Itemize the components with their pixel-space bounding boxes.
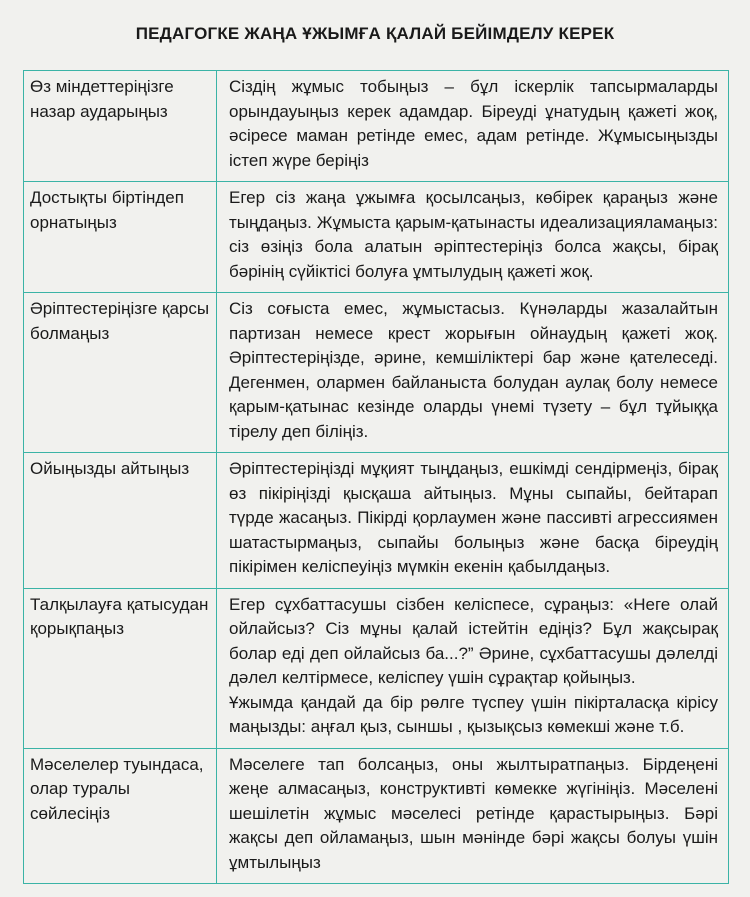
row-label: Әріптестеріңізге қарсы болмаңыз: [30, 299, 210, 343]
row-text: Егер сіз жаңа ұжымға қосылсаңыз, көбірек қараңыз және тыңдаңыз. Жұмыста қарым-қатынасты идеализацияламаңыз: сіз өзіңіз бола алатын әріптестеріңіз болса жақсы, бірақ бәрінің сүйіктісі болуға ұмтылудың қажеті жоқ.: [229, 188, 718, 281]
row-text: Әріптестеріңізді мұқият тыңдаңыз, ешкімді сендірмеңіз, бірақ өз пікіріңізді қысқаша айтыңыз. Мұны сыпайы, бейтарап түрде жасаңыз. Пікірді қорлаумен және пассивті агрессиямен шатастырмаңыз, сыпайы болыңыз және басқа біреудің пікірімен келіспеуіңіз мүмкін екенін қабылдаңыз.: [229, 459, 718, 576]
row-text: Ұжымда қандай да бір рөлге түспеу үшін пікірталасқа кірісу маңызды: аңғал қыз, сыншы , қызықсыз көмекші және т.б.: [229, 692, 718, 736]
row-label-cell: [24, 293, 217, 453]
row-label: Ойыңызды айтыңыз: [30, 459, 190, 478]
row-label-cell: [24, 182, 217, 293]
row-text: Сіздің жұмыс тобыңыз – бұл іскерлік тапсырмаларды орындауыңыз керек адамдар. Біреуді ұнатудың қажеті жоқ, әсіресе маман ретінде емес, адам ретінде. Жұмысыңызды істеп жүре беріңіз: [229, 77, 718, 170]
row-text: Сіз соғыста емес, жұмыстасыз. Күнәларды жазалайтын партизан немесе крест жорығын ойнаудың қажеті жоқ. Әріптестеріңізде, әрине, кемшіліктері бар және қателеседі. Дегенмен, олармен байланыста болудан аулақ болу немесе қарым-қатынас кезінде оларды үнемі түзету – бұл тұйыққа тірелу деп біліңіз.: [229, 299, 718, 441]
row-label: Мәселелер туындаса, олар туралы сөйлесіңіз: [30, 754, 204, 823]
table-row: [24, 182, 729, 293]
table-row: [24, 748, 729, 884]
row-text-cell: [217, 182, 729, 293]
row-label: Талқылауға қатысудан қорықпаңыз: [30, 594, 209, 638]
tips-table: [23, 70, 729, 884]
row-label: Өз міндеттеріңізге назар аударыңыз: [30, 77, 174, 121]
row-label-cell: [24, 588, 217, 748]
table-row: [24, 588, 729, 748]
table-row: [24, 453, 729, 589]
row-label-cell: [24, 748, 217, 884]
row-text: Мәселеге тап болсаңыз, оны жылтыратпаңыз. Бірдеңені жеңе алмасаңыз, конструктивті көмекке жүгініңіз. Мәселені шешілетін жұмыс мәселесі ретінде қарастырыңыз. Бәрі жақсы деп ойламаңыз, шын мәнінде бәрі жақсы болуы үшін ұмтылыңыз: [229, 754, 718, 872]
row-text-cell: [217, 453, 729, 589]
row-text-cell: [217, 293, 729, 453]
row-text-cell: [217, 588, 729, 748]
page-title: ПЕДАГОГКЕ ЖАҢА ҰЖЫМҒА ҚАЛАЙ БЕЙІМДЕЛУ КЕРЕК: [135, 24, 615, 43]
table-row: [24, 71, 729, 182]
row-text-cell: [217, 71, 729, 182]
row-label-cell: [24, 453, 217, 589]
row-text: Егер сұхбаттасушы сізбен келіспесе, сұраңыз: «Неге олай ойлайсыз? Сіз мұны қалай істейтін едіңіз? Бұл жақсырақ болар еді деп ойлайсыз ба...?” Әрине, сұхбаттасушы дәлелді дәлел келтірмесе, келіспеу үшін сұрақтар қойыңыз.: [229, 594, 718, 687]
table-row: [24, 293, 729, 453]
row-text-cell: [217, 748, 729, 884]
row-label-cell: [24, 71, 217, 182]
row-label: Достықты біртіндеп орнатыңыз: [30, 188, 184, 232]
